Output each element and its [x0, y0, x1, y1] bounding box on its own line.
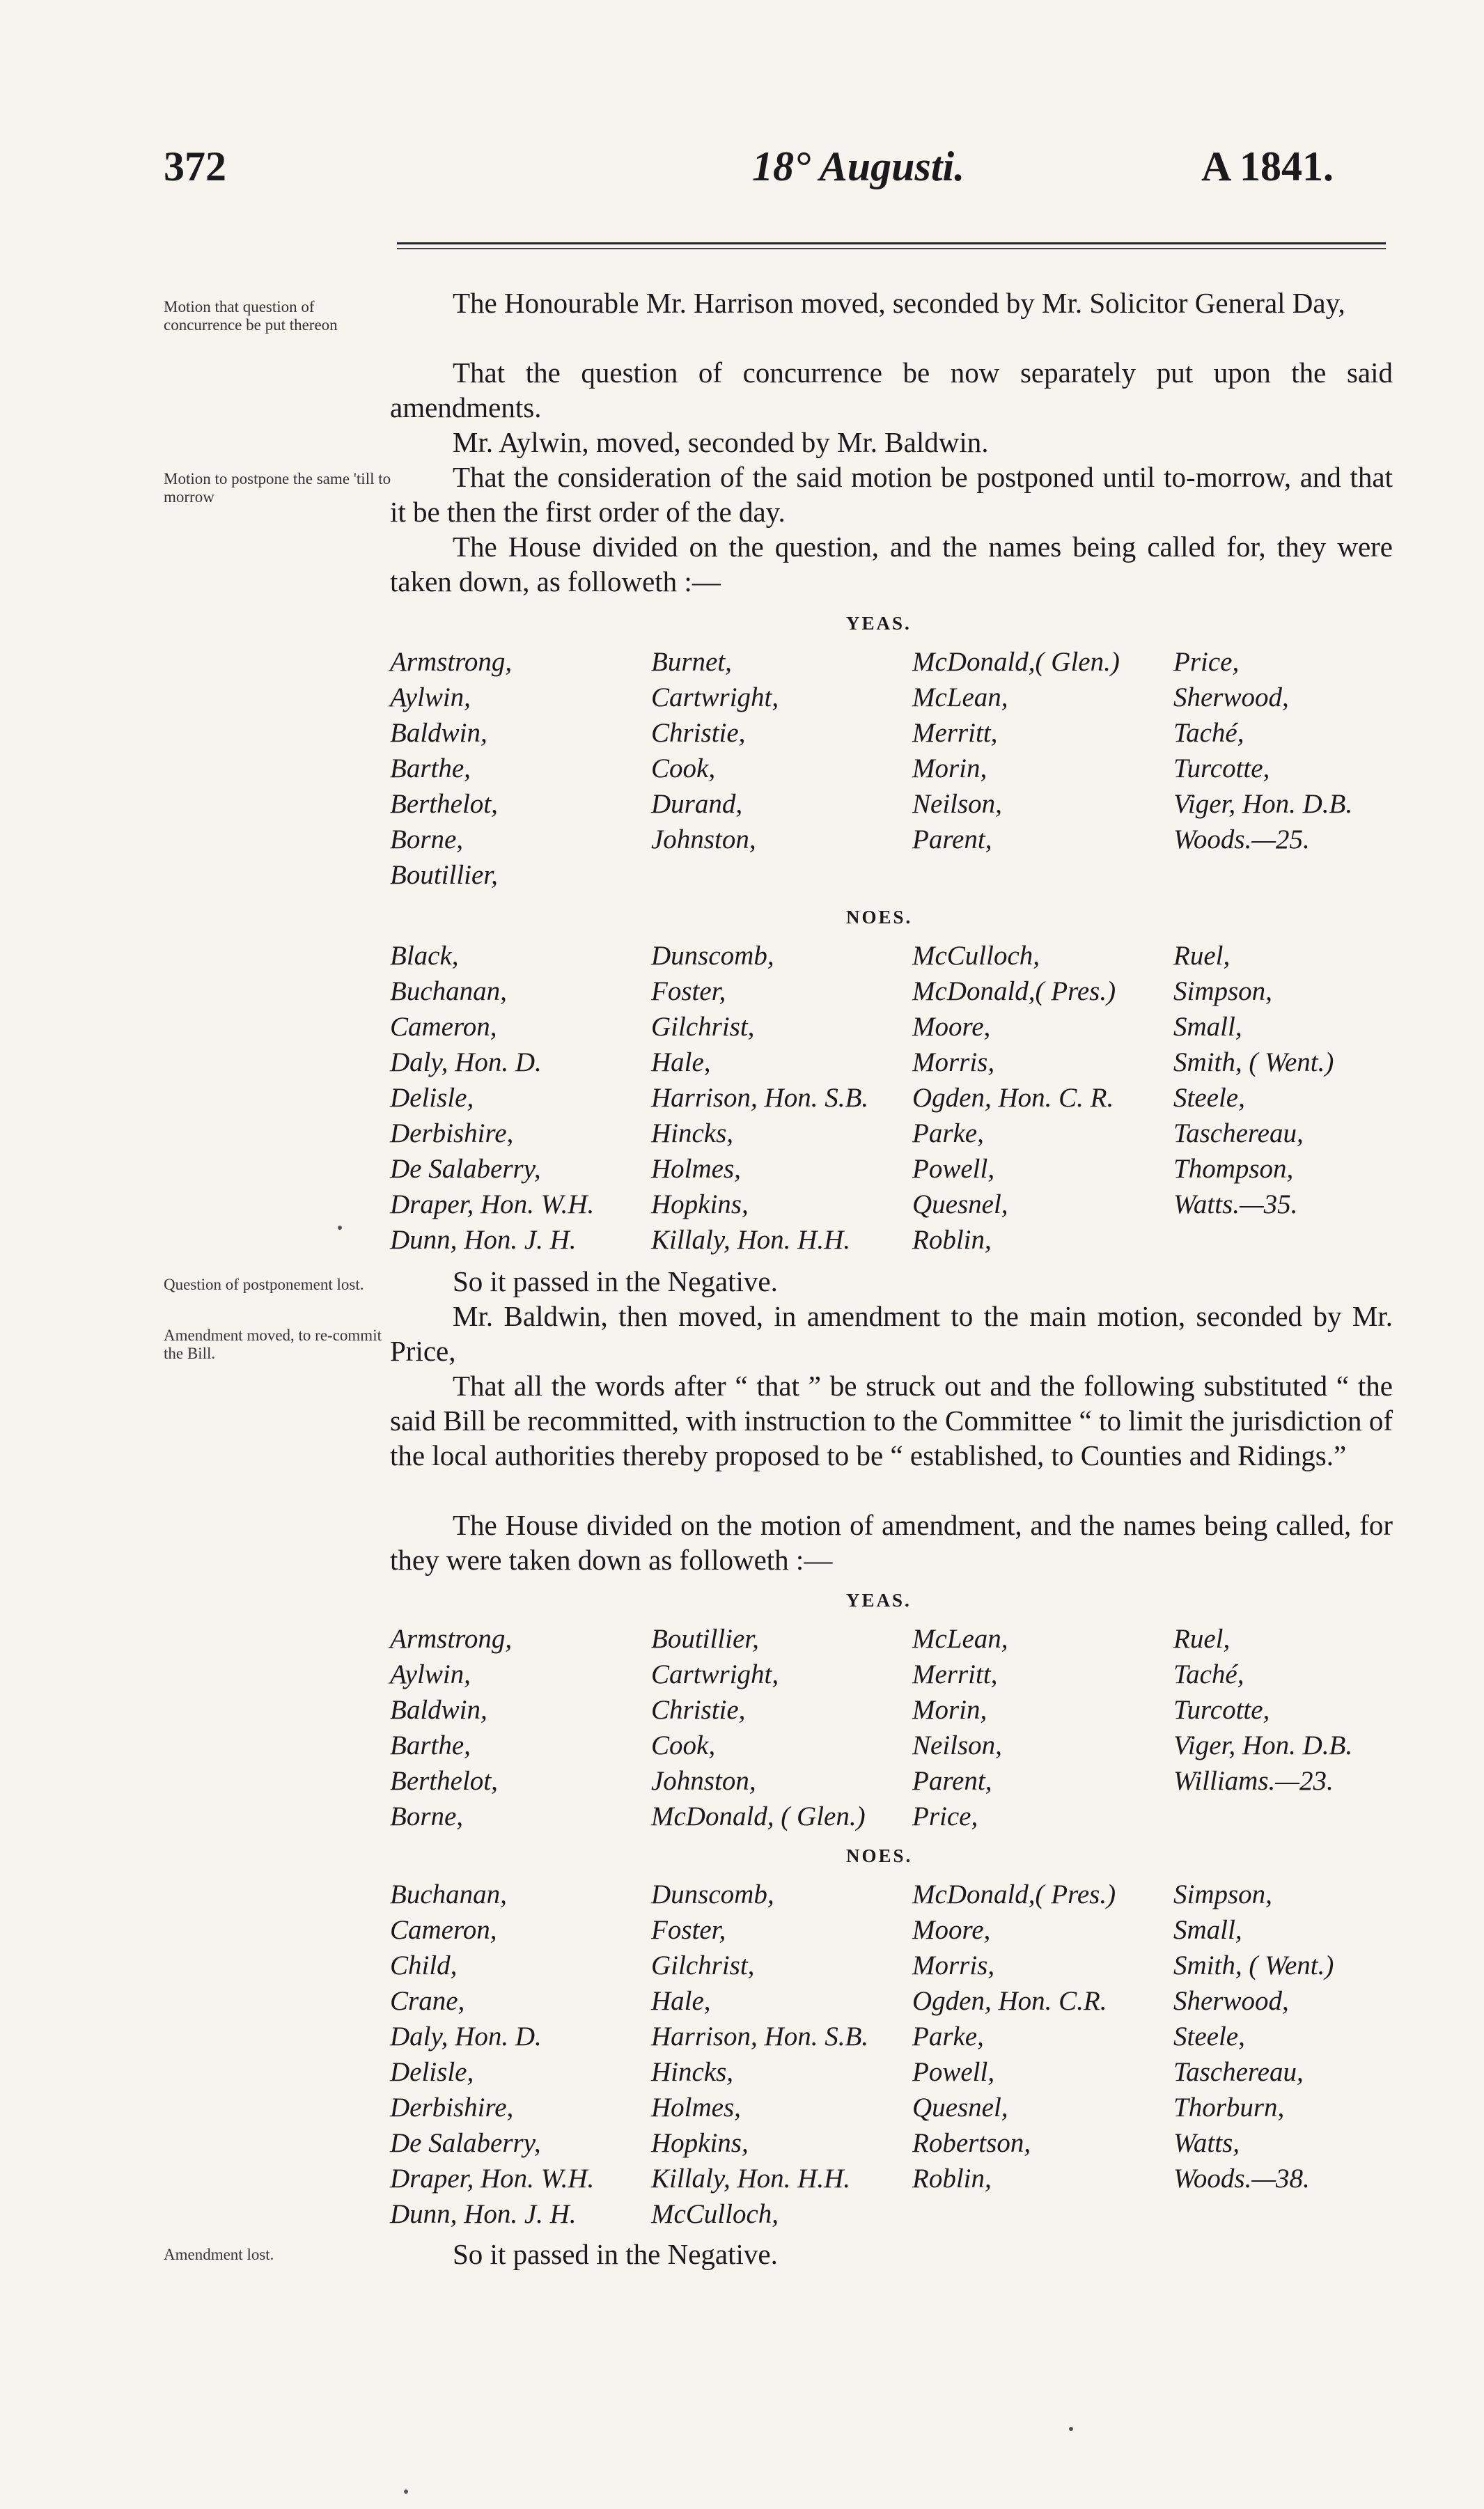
name-column: [651, 644, 779, 857]
member-name: Foster,: [651, 1915, 726, 1945]
member-name: Sherwood,: [1173, 1986, 1289, 2016]
member-name: Hopkins,: [651, 2128, 749, 2158]
paragraph-negative-1: [390, 1264, 1393, 1299]
member-name: Morin,: [912, 753, 987, 783]
header-rule: [397, 242, 1386, 244]
paragraph-negative-2: [390, 2237, 1393, 2272]
paragraph-amendment-text: [390, 1368, 1393, 1473]
member-name: Watts,: [1173, 2128, 1240, 2158]
member-name: Harrison, Hon. S.B.: [651, 1083, 869, 1113]
vote2-noes-list: [390, 1877, 1393, 2235]
member-name: Roblin,: [912, 1225, 992, 1255]
print-speck: [338, 1226, 342, 1230]
member-name: Moore,: [912, 1915, 991, 1945]
member-name: Boutillier,: [390, 860, 498, 890]
member-name: Barthe,: [390, 753, 471, 783]
name-column: [1173, 938, 1334, 1222]
name-column: [912, 1621, 1008, 1834]
member-name: Holmes,: [651, 2093, 741, 2123]
paragraph-text: The House divided on the question, and the names being called for, they were taken down, as followeth :—: [390, 531, 1393, 597]
member-name: Boutillier,: [651, 1624, 759, 1654]
member-name: Christie,: [651, 1695, 746, 1725]
name-column: [390, 1877, 594, 2232]
paragraph-text: So it passed in the Negative.: [453, 2238, 778, 2270]
member-name: Taschereau,: [1173, 1118, 1304, 1148]
member-name: Cartwright,: [651, 1659, 779, 1689]
page-number: 372: [164, 143, 226, 189]
paragraph-postpone: [390, 460, 1393, 529]
paragraph-text: So it passed in the Negative.: [453, 1265, 778, 1297]
paragraph-concurrence: [390, 355, 1393, 425]
member-name: Parke,: [912, 2022, 984, 2051]
vote2-noes-heading: NOES.: [846, 1845, 913, 1866]
member-name: McDonald,( Pres.): [912, 976, 1116, 1006]
member-name: Smith, ( Went.): [1173, 1951, 1334, 1980]
member-name: Aylwin,: [390, 682, 471, 712]
member-name: Thorburn,: [1173, 2093, 1285, 2123]
member-name: Turcotte,: [1173, 753, 1270, 783]
member-name: McDonald,( Glen.): [912, 647, 1120, 677]
member-name: McCulloch,: [651, 2199, 779, 2229]
member-name: Roblin,: [912, 2164, 992, 2194]
paragraph-baldwin-amendment: [390, 1299, 1393, 1368]
member-name: Draper, Hon. W.H.: [390, 2164, 595, 2194]
member-name: McCulloch,: [912, 941, 1040, 971]
member-name: Woods.—25.: [1173, 824, 1310, 854]
member-name: Thompson,: [1173, 1154, 1294, 1184]
member-name: Child,: [390, 1951, 458, 1980]
member-name: Smith, ( Went.): [1173, 1047, 1334, 1077]
member-name: Cook,: [651, 1730, 716, 1760]
vote1-yeas-list: [390, 644, 1393, 902]
member-name: Buchanan,: [390, 1879, 507, 1909]
member-name: Taschereau,: [1173, 2057, 1304, 2087]
member-name: Merritt,: [912, 1659, 998, 1689]
paragraph-text: That the question of concurrence be now separately put upon the said amendments.: [390, 357, 1393, 423]
member-name: Parent,: [912, 824, 992, 854]
member-name: Dunn, Hon. J. H.: [390, 1225, 577, 1255]
member-name: De Salaberry,: [390, 1154, 541, 1184]
member-name: Ruel,: [1173, 1624, 1231, 1654]
member-name: Woods.—38.: [1173, 2164, 1310, 2194]
member-name: Johnston,: [651, 824, 756, 854]
member-name: Gilchrist,: [651, 1951, 755, 1980]
paragraph-text: That all the words after “ that ” be struck out and the following substituted “ the said Bill be recommitted, with instruction to the Committee “ to limit the jurisdiction of the local authorities thereby proposed to be “ established, to Counties and Ridings.”: [390, 1370, 1393, 1471]
member-name: Borne,: [390, 1801, 464, 1831]
member-name: Berthelot,: [390, 789, 498, 819]
member-name: Parent,: [912, 1766, 992, 1796]
member-name: Draper, Hon. W.H.: [390, 1189, 595, 1219]
member-name: Morris,: [912, 1047, 995, 1077]
member-name: Neilson,: [912, 1730, 1002, 1760]
member-name: Derbishire,: [390, 2093, 514, 2123]
member-name: Killaly, Hon. H.H.: [651, 1225, 851, 1255]
member-name: Berthelot,: [390, 1766, 498, 1796]
member-name: De Salaberry,: [390, 2128, 541, 2158]
member-name: Simpson,: [1173, 1879, 1272, 1909]
name-column: [912, 1877, 1116, 2196]
name-column: [651, 1877, 868, 2232]
margin-note-motion-concurrence: Motion that question of concurrence be put thereon: [164, 298, 338, 334]
member-name: Baldwin,: [390, 718, 487, 748]
member-name: Armstrong,: [390, 1624, 513, 1654]
member-name: Ogden, Hon. C. R.: [912, 1083, 1114, 1113]
member-name: Simpson,: [1173, 976, 1272, 1006]
member-name: Durand,: [651, 789, 743, 819]
margin-note-postponement-lost: Question of postponement lost.: [164, 1276, 364, 1293]
margin-note-motion-postpone: Motion to postpone the same 'till to morrow: [164, 470, 391, 506]
member-name: Buchanan,: [390, 976, 507, 1006]
member-name: Taché,: [1173, 1659, 1244, 1689]
paragraph-harrison-motion: [390, 286, 1393, 320]
member-name: Baldwin,: [390, 1695, 487, 1725]
member-name: Small,: [1173, 1915, 1242, 1945]
member-name: Gilchrist,: [651, 1012, 755, 1042]
member-name: Crane,: [390, 1986, 465, 2016]
vote2-yeas-list: [390, 1621, 1393, 1840]
print-speck: [404, 2490, 408, 2494]
member-name: Powell,: [912, 1154, 995, 1184]
member-name: McDonald, ( Glen.): [651, 1801, 866, 1831]
member-name: Dunn, Hon. J. H.: [390, 2199, 577, 2229]
member-name: Killaly, Hon. H.H.: [651, 2164, 851, 2194]
member-name: Cameron,: [390, 1012, 497, 1042]
member-name: McLean,: [912, 1624, 1008, 1654]
member-name: Steele,: [1173, 1083, 1245, 1113]
member-name: Neilson,: [912, 789, 1002, 819]
name-column: [651, 938, 868, 1258]
member-name: Viger, Hon. D.B.: [1173, 1730, 1353, 1760]
vote1-yeas-heading: YEAS.: [846, 613, 912, 634]
member-name: Harrison, Hon. S.B.: [651, 2022, 869, 2051]
paragraph-house-divided-2: [390, 1508, 1393, 1577]
member-name: Price,: [1173, 647, 1240, 677]
member-name: Ruel,: [1173, 941, 1231, 971]
member-name: Johnston,: [651, 1766, 756, 1796]
member-name: Cameron,: [390, 1915, 497, 1945]
member-name: Small,: [1173, 1012, 1242, 1042]
member-name: Cook,: [651, 753, 716, 783]
member-name: Quesnel,: [912, 2093, 1008, 2123]
paragraph-text: Mr. Baldwin, then moved, in amendment to the main motion, seconded by Mr. Price,: [390, 1300, 1393, 1367]
name-column: [390, 1621, 512, 1834]
member-name: Quesnel,: [912, 1189, 1008, 1219]
member-name: Robertson,: [912, 2128, 1031, 2158]
member-name: Hincks,: [651, 2057, 734, 2087]
member-name: Delisle,: [390, 1083, 474, 1113]
member-name: McDonald,( Pres.): [912, 1879, 1116, 1909]
vote1-noes-heading: NOES.: [846, 907, 913, 928]
member-name: Turcotte,: [1173, 1695, 1270, 1725]
name-column: [390, 938, 594, 1258]
member-name: Morin,: [912, 1695, 987, 1725]
member-name: Barthe,: [390, 1730, 471, 1760]
member-name: Holmes,: [651, 1154, 741, 1184]
member-name: Hale,: [651, 1986, 711, 2016]
member-name: Morris,: [912, 1951, 995, 1980]
name-column: [912, 938, 1116, 1258]
member-name: Watts.—35.: [1173, 1189, 1298, 1219]
member-name: Foster,: [651, 976, 726, 1006]
member-name: Powell,: [912, 2057, 995, 2087]
member-name: Hopkins,: [651, 1189, 749, 1219]
name-column: [390, 644, 512, 893]
member-name: Delisle,: [390, 2057, 474, 2087]
member-name: Armstrong,: [390, 647, 513, 677]
header-rule-secondary: [397, 248, 1386, 249]
member-name: Christie,: [651, 718, 746, 748]
member-name: Daly, Hon. D.: [390, 1047, 542, 1077]
member-name: Cartwright,: [651, 682, 779, 712]
margin-note-amendment-moved: Amendment moved, to re-commit the Bill.: [164, 1327, 382, 1362]
member-name: Derbishire,: [390, 1118, 514, 1148]
member-name: Burnet,: [651, 647, 732, 677]
member-name: Dunscomb,: [651, 1879, 774, 1909]
member-name: Ogden, Hon. C.R.: [912, 1986, 1107, 2016]
member-name: Dunscomb,: [651, 941, 774, 971]
paragraph-text: The House divided on the motion of amendment, and the names being called, for they were taken down as followeth :—: [390, 1509, 1393, 1576]
member-name: Parke,: [912, 1118, 984, 1148]
member-name: Williams.—23.: [1173, 1766, 1334, 1796]
vote1-noes-list: [390, 938, 1393, 1262]
member-name: Moore,: [912, 1012, 991, 1042]
paragraph-text: The Honourable Mr. Harrison moved, seconded by Mr. Solicitor General Day,: [453, 287, 1345, 319]
member-name: Taché,: [1173, 718, 1244, 748]
paragraph-house-divided-1: [390, 529, 1393, 599]
member-name: Steele,: [1173, 2022, 1245, 2051]
paragraph-aylwin-motion: [390, 425, 1393, 460]
name-column: [1173, 1621, 1352, 1799]
member-name: Price,: [912, 1801, 978, 1831]
vote2-yeas-heading: YEAS.: [846, 1590, 912, 1611]
page-title-date: 18° Augusti.: [752, 143, 965, 189]
paragraph-text: That the consideration of the said motion be postponed until to-morrow, and that it be then the first order of the day.: [390, 461, 1393, 528]
member-name: Borne,: [390, 824, 464, 854]
member-name: Black,: [390, 941, 459, 971]
member-name: Sherwood,: [1173, 682, 1289, 712]
paragraph-text: Mr. Aylwin, moved, seconded by Mr. Baldwin.: [453, 426, 989, 458]
name-column: [651, 1621, 866, 1834]
member-name: Viger, Hon. D.B.: [1173, 789, 1353, 819]
member-name: Hincks,: [651, 1118, 734, 1148]
member-name: Daly, Hon. D.: [390, 2022, 542, 2051]
page-year: A 1841.: [1201, 143, 1334, 189]
name-column: [1173, 1877, 1334, 2196]
member-name: Merritt,: [912, 718, 998, 748]
member-name: McLean,: [912, 682, 1008, 712]
member-name: Hale,: [651, 1047, 711, 1077]
name-column: [1173, 644, 1352, 857]
name-column: [912, 644, 1120, 857]
margin-note-amendment-lost: Amendment lost.: [164, 2246, 274, 2263]
member-name: Aylwin,: [390, 1659, 471, 1689]
print-speck: [1069, 2427, 1073, 2431]
